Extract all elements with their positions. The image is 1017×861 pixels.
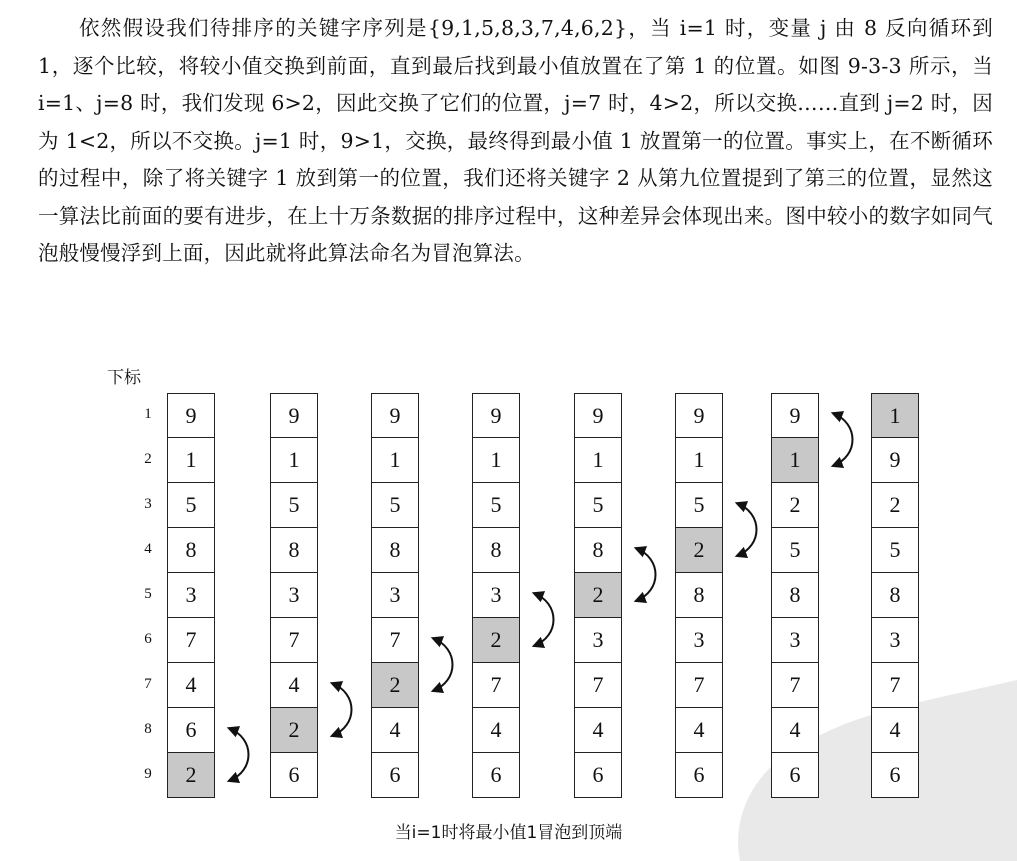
array-cell: 7 xyxy=(771,663,819,708)
array-cell: 2 xyxy=(270,708,318,753)
array-cell: 9 xyxy=(270,393,318,438)
array-cell: 2 xyxy=(371,663,419,708)
array-cell: 7 xyxy=(270,618,318,663)
array-cell: 1 xyxy=(771,438,819,483)
row-index: 3 xyxy=(144,496,152,512)
array-cell: 8 xyxy=(167,528,215,573)
array-cell: 3 xyxy=(472,573,520,618)
array-cell: 5 xyxy=(371,483,419,528)
array-cell: 5 xyxy=(871,528,919,573)
array-cell: 1 xyxy=(270,438,318,483)
array-cell: 1 xyxy=(472,438,520,483)
array-cell: 3 xyxy=(771,618,819,663)
array-cell: 4 xyxy=(472,708,520,753)
array-cell: 8 xyxy=(771,573,819,618)
array-cell: 4 xyxy=(167,663,215,708)
swap-arrow xyxy=(433,638,453,691)
row-index: 8 xyxy=(144,721,152,737)
array-cell: 4 xyxy=(270,663,318,708)
array-cell: 1 xyxy=(675,438,723,483)
array-cell: 4 xyxy=(871,708,919,753)
array-cell: 8 xyxy=(574,528,622,573)
array-cell: 2 xyxy=(574,573,622,618)
array-cell: 6 xyxy=(472,753,520,798)
array-cell: 4 xyxy=(771,708,819,753)
array-cell: 1 xyxy=(871,393,919,438)
array-cell: 5 xyxy=(167,483,215,528)
row-index: 2 xyxy=(144,451,152,467)
array-cell: 1 xyxy=(371,438,419,483)
array-cell: 8 xyxy=(371,528,419,573)
array-cell: 2 xyxy=(771,483,819,528)
array-cell: 9 xyxy=(771,393,819,438)
row-index: 9 xyxy=(144,766,152,782)
array-cell: 6 xyxy=(871,753,919,798)
swap-arrow xyxy=(229,728,249,781)
array-cell: 9 xyxy=(675,393,723,438)
body-paragraph: 依然假设我们待排序的关键字序列是{9,1,5,8,3,7,4,6,2}，当 i=1 时，变量 j 由 8 反向循环到 1，逐个比较，将较小值交换到前面，直到最后找到最小值放置在了第 1 的位置。如图 9-3-3 所示，当 i=1、j=8 时，我们发现 6>2，因此交换了它们的位置，j=7 时，4>2，所以交换……直到 j=2 时，因为 1<2，所以不交换。j=1 时，9>1，交换，最终得到最小值 1 放置第一的位置。事实上，在不断循环的过程中，除了将关键字 1 放到第一的位置，我们还将关键字 2 从第九位置提到了第三的位置，显然这一算法比前面的要有进步，在上十万条数据的排序过程中，这种差异会体现出来。图中较小的数字如同气泡般慢慢浮到上面，因此就将此算法命名为冒泡算法。 xyxy=(38,16,993,265)
array-cell: 4 xyxy=(371,708,419,753)
array-cell: 2 xyxy=(871,483,919,528)
array-cell: 2 xyxy=(472,618,520,663)
array-cell: 6 xyxy=(771,753,819,798)
row-index: 4 xyxy=(144,541,152,557)
row-index: 1 xyxy=(144,406,152,422)
array-cell: 9 xyxy=(574,393,622,438)
array-cell: 2 xyxy=(167,753,215,798)
array-cell: 3 xyxy=(270,573,318,618)
swap-arrow xyxy=(636,548,656,601)
array-cell: 6 xyxy=(675,753,723,798)
array-cell: 1 xyxy=(167,438,215,483)
array-cell: 4 xyxy=(574,708,622,753)
array-cell: 5 xyxy=(270,483,318,528)
array-cell: 9 xyxy=(472,393,520,438)
array-cell: 3 xyxy=(871,618,919,663)
array-cell: 5 xyxy=(771,528,819,573)
array-cell: 6 xyxy=(574,753,622,798)
array-cell: 8 xyxy=(871,573,919,618)
array-cell: 7 xyxy=(167,618,215,663)
index-header: 下标 xyxy=(107,368,141,388)
figure-caption: 当i=1时将最小值1冒泡到顶端 xyxy=(394,823,623,843)
array-cell: 9 xyxy=(167,393,215,438)
array-cell: 7 xyxy=(675,663,723,708)
array-cell: 5 xyxy=(574,483,622,528)
array-cell: 1 xyxy=(574,438,622,483)
array-cell: 2 xyxy=(675,528,723,573)
array-cell: 7 xyxy=(574,663,622,708)
array-cell: 8 xyxy=(270,528,318,573)
array-cell: 8 xyxy=(675,573,723,618)
array-cell: 5 xyxy=(472,483,520,528)
array-cell: 7 xyxy=(871,663,919,708)
swap-arrow xyxy=(737,503,757,556)
swap-arrow xyxy=(332,683,352,736)
array-cell: 6 xyxy=(371,753,419,798)
array-cell: 5 xyxy=(675,483,723,528)
array-cell: 7 xyxy=(472,663,520,708)
swap-arrow xyxy=(534,593,554,646)
array-cell: 3 xyxy=(167,573,215,618)
array-cell: 6 xyxy=(270,753,318,798)
array-cell: 6 xyxy=(167,708,215,753)
array-cell: 3 xyxy=(675,618,723,663)
swap-arrow xyxy=(833,413,853,466)
array-cell: 3 xyxy=(574,618,622,663)
array-cell: 4 xyxy=(675,708,723,753)
row-index: 5 xyxy=(144,586,152,602)
row-index: 7 xyxy=(144,676,152,692)
array-cell: 3 xyxy=(371,573,419,618)
array-cell: 9 xyxy=(871,438,919,483)
array-cell: 8 xyxy=(472,528,520,573)
array-cell: 9 xyxy=(371,393,419,438)
array-cell: 7 xyxy=(371,618,419,663)
row-index: 6 xyxy=(144,631,152,647)
